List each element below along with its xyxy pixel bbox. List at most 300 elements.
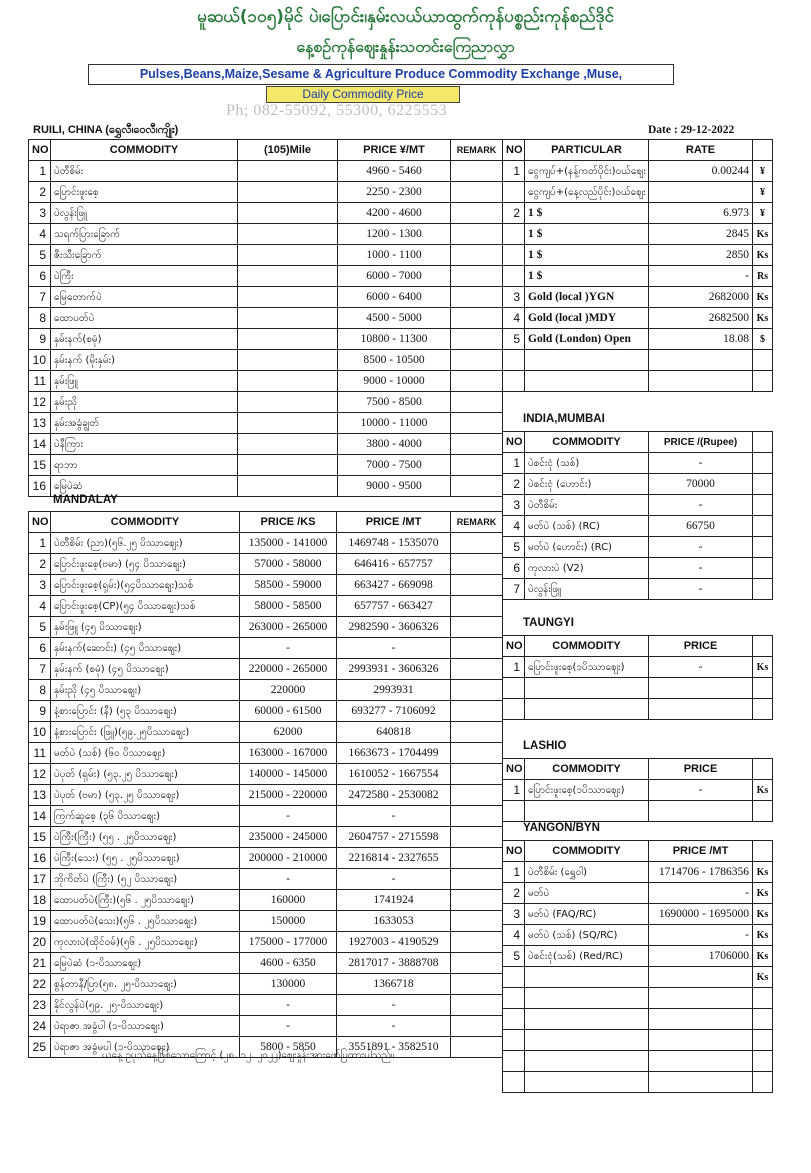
table-row bbox=[503, 537, 773, 558]
empty-cell bbox=[503, 801, 525, 822]
commodity-name: နှမ်းနက် (စမုံ) (၄၅ ပိဿာဈေး) bbox=[51, 659, 240, 680]
rate-value: 2845 bbox=[649, 224, 753, 245]
price-ks-value: 57000 - 58000 bbox=[240, 554, 337, 575]
mile-price bbox=[238, 371, 338, 392]
table-row bbox=[503, 350, 773, 371]
table-row bbox=[29, 596, 503, 617]
taungyi-price-table bbox=[502, 635, 773, 720]
remark-cell bbox=[451, 245, 503, 266]
mile-price bbox=[238, 245, 338, 266]
row-number: 5 bbox=[503, 946, 525, 967]
price-ks-value: 263000 - 265000 bbox=[240, 617, 337, 638]
phone-numbers: Ph; 082-55092, 55300, 6225553 bbox=[226, 102, 448, 119]
commodity-name: ပဲပုတ် (ဗမာ) (၅၃.၂၅ ပိဿာဈေး) bbox=[51, 785, 240, 806]
row-number: 20 bbox=[29, 932, 51, 953]
price-value: - bbox=[649, 495, 753, 516]
commodity-name: မြေတောက်ပဲ bbox=[51, 287, 238, 308]
empty-row bbox=[503, 1030, 773, 1051]
table-row bbox=[29, 848, 503, 869]
india-price-table bbox=[502, 431, 773, 600]
col-header-price-mt: PRICE /MT bbox=[337, 512, 451, 533]
empty-cell bbox=[503, 699, 525, 720]
mile-price bbox=[238, 392, 338, 413]
empty-cell bbox=[753, 1051, 773, 1072]
commodity-name: ကုလားပဲ(ထိုင်ဝမ်)(၅၆ . ၂၅ပိဿာဈေး) bbox=[51, 932, 240, 953]
table-row bbox=[29, 995, 503, 1016]
commodity-name: ထောပတ်ပဲ(ကြီး)(၅၆ . ၂၅ပိဿာဈေး) bbox=[51, 890, 240, 911]
table-row bbox=[503, 266, 773, 287]
price-value: 4960 - 5460 bbox=[338, 161, 451, 182]
price-ks-value: 220000 bbox=[240, 680, 337, 701]
table-row bbox=[29, 392, 503, 413]
remark-cell bbox=[451, 413, 503, 434]
particular-name bbox=[525, 350, 649, 371]
row-number: 4 bbox=[503, 516, 525, 537]
commodity-name: မတ်ပဲ (FAQ/RC) bbox=[525, 904, 649, 925]
col-header-commodity: COMMODITY bbox=[51, 140, 238, 161]
col-header-unit bbox=[753, 140, 773, 161]
commodity-name: မြေပဲဆံ (၁-ပိဿာဈေး) bbox=[51, 953, 240, 974]
table-row bbox=[29, 287, 503, 308]
mile-price bbox=[238, 161, 338, 182]
price-mt-value: 693277 - 7106092 bbox=[337, 701, 451, 722]
mile-price bbox=[238, 476, 338, 497]
row-number bbox=[503, 182, 525, 203]
empty-cell bbox=[753, 801, 773, 822]
commodity-name: နှမ်းဖြူ (၄၅ ပိဿာဈေး) bbox=[51, 617, 240, 638]
price-mt-value: 2216814 - 2327655 bbox=[337, 848, 451, 869]
row-number: 10 bbox=[29, 722, 51, 743]
remark-cell bbox=[451, 392, 503, 413]
row-number: 24 bbox=[29, 1016, 51, 1037]
empty-cell bbox=[525, 699, 649, 720]
row-number: 9 bbox=[29, 329, 51, 350]
commodity-name: ပဲကြီး bbox=[51, 266, 238, 287]
rate-value: 18.08 bbox=[649, 329, 753, 350]
remark-cell bbox=[451, 974, 503, 995]
price-unit: Ks bbox=[753, 862, 773, 883]
table-row bbox=[503, 579, 773, 600]
row-number: 4 bbox=[503, 925, 525, 946]
commodity-name: ပဲပုတ် (ရှမ်း) (၅၃.၂၅ ပိဿာဈေး) bbox=[51, 764, 240, 785]
row-number: 1 bbox=[503, 780, 525, 801]
empty-row bbox=[503, 801, 773, 822]
commodity-name bbox=[525, 967, 649, 988]
particular-name: Gold (London) Open bbox=[525, 329, 649, 350]
price-unit: Ks bbox=[753, 657, 773, 678]
remark-cell bbox=[451, 596, 503, 617]
remark-cell bbox=[451, 617, 503, 638]
price-value: 70000 bbox=[649, 474, 753, 495]
price-unit: Ks bbox=[753, 904, 773, 925]
particular-name: 1 $ bbox=[525, 266, 649, 287]
col-header-price: PRICE /(Rupee) bbox=[649, 432, 753, 453]
table-row bbox=[29, 869, 503, 890]
mile-price bbox=[238, 350, 338, 371]
commodity-name: စွန်တာနီ/ပြာ(၅၈. ၂၅-ပိဿာဈေး) bbox=[51, 974, 240, 995]
price-ks-value: 200000 - 210000 bbox=[240, 848, 337, 869]
price-value bbox=[649, 967, 753, 988]
row-number: 1 bbox=[503, 862, 525, 883]
col-header-no: NO bbox=[29, 512, 51, 533]
mile-price bbox=[238, 329, 338, 350]
remark-cell bbox=[451, 350, 503, 371]
col-header-commodity: COMMODITY bbox=[525, 432, 649, 453]
empty-row bbox=[503, 1009, 773, 1030]
price-mt-value: 2993931 - 3606326 bbox=[337, 659, 451, 680]
remark-cell bbox=[451, 224, 503, 245]
remark-cell bbox=[451, 995, 503, 1016]
col-header-price: PRICE bbox=[649, 759, 753, 780]
remark-cell bbox=[451, 455, 503, 476]
price-value: - bbox=[649, 780, 753, 801]
rate-unit: ¥ bbox=[753, 182, 773, 203]
commodity-name: ပဲနီကြား bbox=[51, 434, 238, 455]
table-row bbox=[503, 862, 773, 883]
empty-cell bbox=[503, 1030, 525, 1051]
empty-row bbox=[503, 1051, 773, 1072]
price-mt-value: - bbox=[337, 995, 451, 1016]
table-row bbox=[29, 785, 503, 806]
price-ks-value: 130000 bbox=[240, 974, 337, 995]
price-mt-value: 2817017 - 3888708 bbox=[337, 953, 451, 974]
commodity-name: ထောပတ်ပဲ(သေး)(၅၆ . ၂၅ပိဿာဈေး) bbox=[51, 911, 240, 932]
col-header-price-ks: PRICE /KS bbox=[240, 512, 337, 533]
commodity-name: ပဲလွန်းဖြူ bbox=[51, 203, 238, 224]
commodity-name: ပဲကြီး(သေး) (၅၅ . ၂၅ပိဿာဈေး) bbox=[51, 848, 240, 869]
rate-value bbox=[649, 182, 753, 203]
empty-cell bbox=[753, 1009, 773, 1030]
col-header-mile: (105)Mile bbox=[238, 140, 338, 161]
col-header-no: NO bbox=[503, 140, 525, 161]
table-row bbox=[503, 224, 773, 245]
table-row bbox=[29, 350, 503, 371]
ruili-price-table bbox=[28, 139, 503, 497]
empty-cell bbox=[649, 1009, 753, 1030]
col-header-rate: RATE bbox=[649, 140, 753, 161]
col-header-commodity: COMMODITY bbox=[525, 841, 649, 862]
commodity-name: ပြောင်းဖူးစေ့(ရှမ်း)(၅၄ပိဿာဈေး)သစ် bbox=[51, 575, 240, 596]
col-header-price: PRICE /MT bbox=[649, 841, 753, 862]
particular-name: 1 $ bbox=[525, 224, 649, 245]
empty-cell bbox=[649, 1051, 753, 1072]
col-header-unit bbox=[753, 841, 773, 862]
price-unit: Ks bbox=[753, 883, 773, 904]
price-mt-value: 2472580 - 2530082 bbox=[337, 785, 451, 806]
table-row bbox=[29, 617, 503, 638]
remark-cell bbox=[451, 476, 503, 497]
price-mt-value: 1741924 bbox=[337, 890, 451, 911]
particular-name: 1 $ bbox=[525, 203, 649, 224]
commodity-name: ပဲတီစိမ်း bbox=[51, 161, 238, 182]
rate-value: 0.00244 bbox=[649, 161, 753, 182]
myanmar-title-line-1: မူဆယ်(၁၀၅)မိုင် ပဲ၊ပြောင်း၊နှမ်းလယ်ယာထွက်ကုန်ပစ္စည်းကုန်စည်ဒိုင် bbox=[197, 7, 614, 27]
table-row bbox=[503, 883, 773, 904]
price-mt-value: 663427 - 669098 bbox=[337, 575, 451, 596]
table-row bbox=[29, 974, 503, 995]
table-row bbox=[29, 434, 503, 455]
particular-name: ငွေကျပ်+(နေ့လည်ပိုင်း)ဝယ်ဈေး bbox=[525, 182, 649, 203]
price-mt-value: 1469748 - 1535070 bbox=[337, 533, 451, 554]
table-row bbox=[503, 308, 773, 329]
price-value: - bbox=[649, 883, 753, 904]
price-ks-value: 60000 - 61500 bbox=[240, 701, 337, 722]
row-number: 2 bbox=[29, 182, 51, 203]
row-number: 7 bbox=[29, 287, 51, 308]
rate-unit: ¥ bbox=[753, 203, 773, 224]
row-number: 3 bbox=[503, 495, 525, 516]
rate-value bbox=[649, 371, 753, 392]
table-row bbox=[503, 967, 773, 988]
price-ks-value: 58500 - 59000 bbox=[240, 575, 337, 596]
empty-cell bbox=[753, 699, 773, 720]
row-number: 1 bbox=[29, 161, 51, 182]
table-row bbox=[29, 932, 503, 953]
row-number: 10 bbox=[29, 350, 51, 371]
remark-cell bbox=[451, 890, 503, 911]
mile-price bbox=[238, 455, 338, 476]
exchange-rate-table bbox=[502, 139, 773, 392]
mile-price bbox=[238, 224, 338, 245]
row-number: 5 bbox=[29, 245, 51, 266]
commodity-name: မတ်ပဲ (ဟောင်း) (RC) bbox=[525, 537, 649, 558]
row-number: 25 bbox=[29, 1037, 51, 1058]
price-unit bbox=[753, 474, 773, 495]
remark-cell bbox=[451, 371, 503, 392]
price-value: - bbox=[649, 558, 753, 579]
price-ks-value: - bbox=[240, 869, 337, 890]
commodity-name: နှမ်းအခွံချွတ် bbox=[51, 413, 238, 434]
row-number: 2 bbox=[503, 883, 525, 904]
row-number: 1 bbox=[503, 657, 525, 678]
commodity-name: နှမ်းနက်(စမုံ) bbox=[51, 329, 238, 350]
remark-cell bbox=[451, 266, 503, 287]
lashio-price-table bbox=[502, 758, 773, 822]
col-header-unit bbox=[753, 636, 773, 657]
row-number: 15 bbox=[29, 455, 51, 476]
remark-cell bbox=[451, 161, 503, 182]
price-ks-value: 58000 - 58500 bbox=[240, 596, 337, 617]
table-row bbox=[29, 533, 503, 554]
mandalay-title: MANDALAY bbox=[53, 494, 118, 506]
india-title: INDIA,MUMBAI bbox=[523, 413, 605, 425]
price-value: 7500 - 8500 bbox=[338, 392, 451, 413]
col-header-no: NO bbox=[503, 759, 525, 780]
price-ks-value: 4600 - 6350 bbox=[240, 953, 337, 974]
remark-cell bbox=[451, 764, 503, 785]
price-mt-value: 657757 - 663427 bbox=[337, 596, 451, 617]
row-number: 16 bbox=[29, 848, 51, 869]
price-ks-value: 220000 - 265000 bbox=[240, 659, 337, 680]
commodity-name: ဇီးသီးခြောက် bbox=[51, 245, 238, 266]
price-mt-value: 2604757 - 2715598 bbox=[337, 827, 451, 848]
commodity-name: ပဲတီစိမ်း (ရွှေဝါ) bbox=[525, 862, 649, 883]
price-ks-value: 5800 - 5850 bbox=[240, 1037, 337, 1058]
table-row bbox=[503, 371, 773, 392]
commodity-name: ပြောင်းဖူးစေ့(၁ပိဿာဈေး) bbox=[525, 657, 649, 678]
price-ks-value: 140000 - 145000 bbox=[240, 764, 337, 785]
remark-cell bbox=[451, 203, 503, 224]
table-row bbox=[29, 722, 503, 743]
mile-price bbox=[238, 182, 338, 203]
commodity-name: ဘိုကိတ်ပဲ (ကြီး) (၅၂ ပိဿာဈေး) bbox=[51, 869, 240, 890]
table-row bbox=[29, 224, 503, 245]
price-value: - bbox=[649, 537, 753, 558]
empty-cell bbox=[649, 699, 753, 720]
commodity-name: နှမ်းနက်(ဆောင်း) (၄၅ ပိဿာဈေး) bbox=[51, 638, 240, 659]
row-number: 12 bbox=[29, 392, 51, 413]
commodity-name: မတ်ပဲ (သစ်) (၆၀ ပိဿာဈေး) bbox=[51, 743, 240, 764]
remark-cell bbox=[451, 806, 503, 827]
commodity-name: ပဲလွန်းဖြူ bbox=[525, 579, 649, 600]
price-value: - bbox=[649, 579, 753, 600]
commodity-name: နံ့စားပြောင်း (ဖြူ)(၅၉.၂၅ပိဿာဈေး) bbox=[51, 722, 240, 743]
price-value: 10000 - 11000 bbox=[338, 413, 451, 434]
price-value: - bbox=[649, 657, 753, 678]
row-number: 12 bbox=[29, 764, 51, 785]
remark-cell bbox=[451, 533, 503, 554]
col-header-remark: REMARK bbox=[451, 512, 503, 533]
row-number: 4 bbox=[29, 596, 51, 617]
commodity-name: ပြောင်းဖူးစေ့(ဗမာ) (၅၄ ပိဿာဈေး) bbox=[51, 554, 240, 575]
table-row bbox=[503, 558, 773, 579]
empty-cell bbox=[753, 1072, 773, 1093]
col-header-particular: PARTICULAR bbox=[525, 140, 649, 161]
rate-unit: ¥ bbox=[753, 161, 773, 182]
rate-value: 2850 bbox=[649, 245, 753, 266]
table-row bbox=[29, 266, 503, 287]
table-row bbox=[29, 1016, 503, 1037]
remark-cell bbox=[451, 827, 503, 848]
rate-unit: Ks bbox=[753, 308, 773, 329]
price-mt-value: 1927003 - 4190529 bbox=[337, 932, 451, 953]
price-value: 1706000 bbox=[649, 946, 753, 967]
col-header-unit bbox=[753, 432, 773, 453]
table-row bbox=[29, 455, 503, 476]
row-number: 3 bbox=[29, 203, 51, 224]
commodity-name: ကြက်ဆူစေ့ (၃၆ ပိဿာဈေး) bbox=[51, 806, 240, 827]
remark-cell bbox=[451, 953, 503, 974]
price-value: 6000 - 7000 bbox=[338, 266, 451, 287]
empty-row bbox=[503, 988, 773, 1009]
row-number: 5 bbox=[503, 537, 525, 558]
myanmar-title-line-2: နေ့စဉ်ကုန်ဈေးနှုန်းသတင်းကြေညာလွှာ bbox=[296, 37, 515, 56]
rate-unit: Rs bbox=[753, 266, 773, 287]
col-header-price: PRICE bbox=[649, 636, 753, 657]
table-row bbox=[503, 245, 773, 266]
price-value: 3800 - 4000 bbox=[338, 434, 451, 455]
row-number: 16 bbox=[29, 476, 51, 497]
table-row bbox=[29, 911, 503, 932]
col-header-commodity: COMMODITY bbox=[525, 636, 649, 657]
row-number: 2 bbox=[503, 474, 525, 495]
price-mt-value: 1366718 bbox=[337, 974, 451, 995]
commodity-name: ပြောင်းဖူးစေ့ bbox=[51, 182, 238, 203]
daily-commodity-price-label: Daily Commodity Price bbox=[266, 86, 460, 103]
remark-cell bbox=[451, 659, 503, 680]
rate-value: 2682500 bbox=[649, 308, 753, 329]
row-number: 2 bbox=[29, 554, 51, 575]
price-mt-value: 640818 bbox=[337, 722, 451, 743]
table-row bbox=[503, 287, 773, 308]
table-row bbox=[503, 657, 773, 678]
table-row bbox=[503, 925, 773, 946]
commodity-name: ကုလားပဲ (V2) bbox=[525, 558, 649, 579]
table-row bbox=[29, 329, 503, 350]
price-mt-value: 2993931 bbox=[337, 680, 451, 701]
row-number: 7 bbox=[503, 579, 525, 600]
row-number: 1 bbox=[29, 533, 51, 554]
table-row bbox=[29, 245, 503, 266]
price-value: 9000 - 9500 bbox=[338, 476, 451, 497]
row-number bbox=[503, 371, 525, 392]
rate-unit: Ks bbox=[753, 224, 773, 245]
mile-price bbox=[238, 203, 338, 224]
price-value: 1000 - 1100 bbox=[338, 245, 451, 266]
row-number: 17 bbox=[29, 869, 51, 890]
price-mt-value: 1663673 - 1704499 bbox=[337, 743, 451, 764]
price-mt-value: - bbox=[337, 869, 451, 890]
commodity-name: ပဲရာဇာ အခွံပါ (၁-ပိဿာဈေး) bbox=[51, 1016, 240, 1037]
price-ks-value: 215000 - 220000 bbox=[240, 785, 337, 806]
price-unit bbox=[753, 516, 773, 537]
commodity-name: နိုင်လွန်ပဲ(၅၉. ၂၅-ပိဿာဈေး) bbox=[51, 995, 240, 1016]
price-ks-value: 235000 - 245000 bbox=[240, 827, 337, 848]
row-number bbox=[503, 266, 525, 287]
remark-cell bbox=[451, 680, 503, 701]
remark-cell bbox=[451, 911, 503, 932]
price-mt-value: 1610052 - 1667554 bbox=[337, 764, 451, 785]
rate-value: - bbox=[649, 266, 753, 287]
row-number: 6 bbox=[29, 266, 51, 287]
table-row bbox=[503, 516, 773, 537]
table-row bbox=[29, 659, 503, 680]
row-number bbox=[503, 224, 525, 245]
row-number: 13 bbox=[29, 413, 51, 434]
empty-cell bbox=[525, 1030, 649, 1051]
price-value: 1200 - 1300 bbox=[338, 224, 451, 245]
particular-name bbox=[525, 371, 649, 392]
rate-unit: Ks bbox=[753, 287, 773, 308]
col-header-no: NO bbox=[29, 140, 51, 161]
empty-cell bbox=[525, 1072, 649, 1093]
row-number: 21 bbox=[29, 953, 51, 974]
footer-note: ယနေ့ ဥပုသ်နေ့ဖြစ်သောကြောင့် (၂၈. ၁၂. ၂၀၂၂)ဈေးနှုန်းအားဖော်ပြထားပါသည်။ bbox=[101, 1050, 395, 1061]
table-row bbox=[503, 495, 773, 516]
price-unit: Ks bbox=[753, 780, 773, 801]
row-number: 8 bbox=[29, 308, 51, 329]
table-row bbox=[29, 827, 503, 848]
commodity-name: ပဲတီစိမ်း bbox=[525, 495, 649, 516]
commodity-name: သရက်ပြားခြောက် bbox=[51, 224, 238, 245]
remark-cell bbox=[451, 329, 503, 350]
row-number: 14 bbox=[29, 806, 51, 827]
price-mt-value: 3551891 - 3582510 bbox=[337, 1037, 451, 1058]
price-mt-value: - bbox=[337, 806, 451, 827]
remark-cell bbox=[451, 308, 503, 329]
empty-cell bbox=[503, 1072, 525, 1093]
row-number: 3 bbox=[503, 904, 525, 925]
price-unit bbox=[753, 537, 773, 558]
row-number: 1 bbox=[503, 161, 525, 182]
price-mt-value: 2982590 - 3606326 bbox=[337, 617, 451, 638]
commodity-name: ပဲစင်းငုံ(သစ်) (Red/RC) bbox=[525, 946, 649, 967]
particular-name: 1 $ bbox=[525, 245, 649, 266]
price-mt-value: - bbox=[337, 1016, 451, 1037]
empty-cell bbox=[649, 1072, 753, 1093]
empty-row bbox=[503, 678, 773, 699]
date-label: Date : 29-12-2022 bbox=[648, 124, 735, 136]
